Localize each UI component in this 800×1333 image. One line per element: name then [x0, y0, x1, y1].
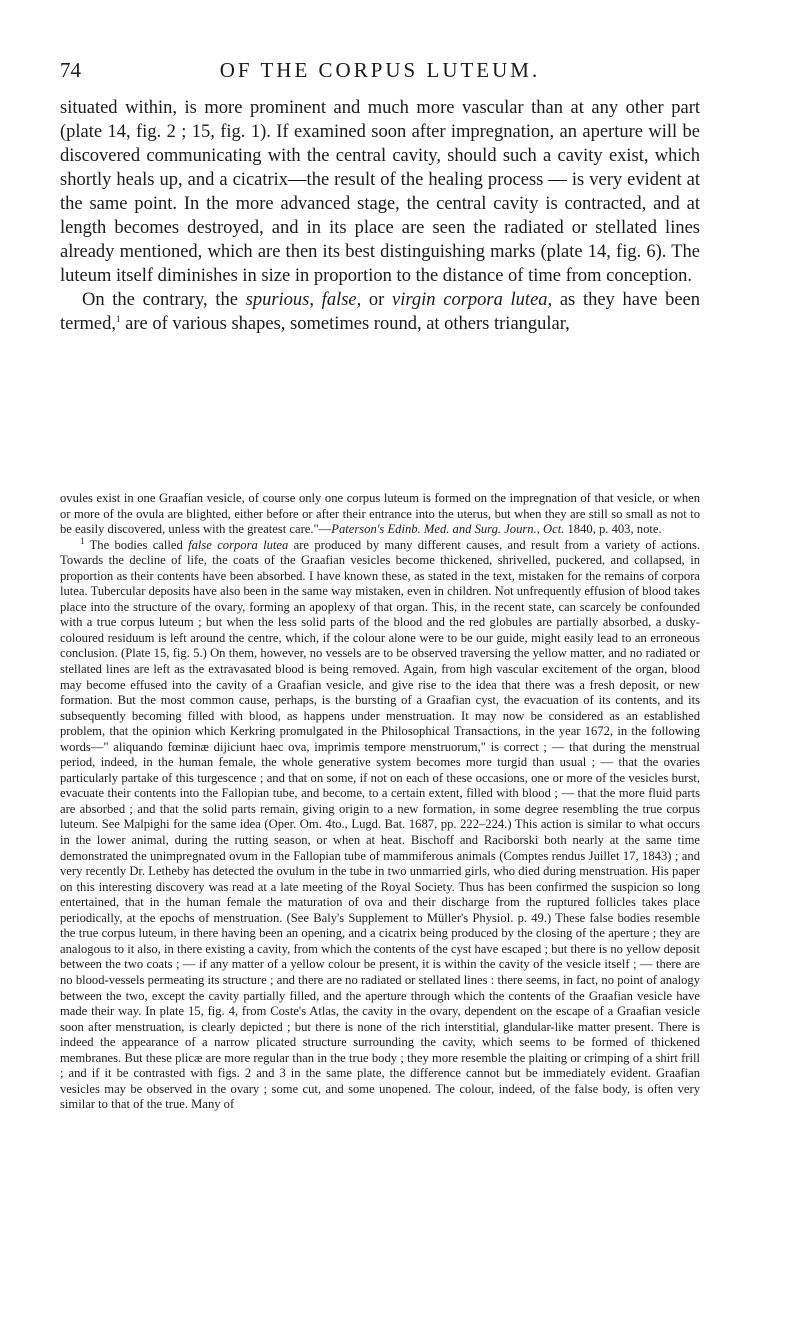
footnote-citation: Paterson's Edinb. Med. and Surg. Journ., Oct.	[331, 522, 565, 537]
footnote-continuation	[60, 491, 700, 538]
footnote-1-marker: 1	[80, 535, 85, 546]
footnote-reference: 1	[116, 313, 121, 324]
footnote-1	[60, 535, 701, 1113]
paragraph-2	[60, 288, 700, 336]
paragraph-2-emphasis-2: virgin corpora lutea,	[392, 290, 553, 310]
footnote-continuation-end: 1840, p. 403, note.	[564, 522, 662, 537]
running-head: OF THE CORPUS LUTEUM.	[219, 58, 541, 82]
paragraph-1: situated within, is more prominent and much more vascular than at any other part (plate 14, fig. 2 ; 15, fig. 1). If examined soon after impregnation, an aperture will be discovered communicating with the central cavity, should such a cavity exist, which shortly heals up, and a cicatrix—the result of the healing process — is very evident at the same point. In the more advanced stage, the central cavity is contracted, and at length becomes destroyed, and in its place are seen the radiated or stellated lines already mentioned, which are then its best distinguishing marks (plate 14, fig. 6). The luteum itself diminishes in size in proportion to the distance of time from conception.	[60, 98, 700, 286]
footnote-1-text-b: are produced by many different causes, and result from a variety of actions. Towards the decline of life, the coats of the Graafian vesicles become thickened, shrivelled, puckered, and collapsed, in proportion as their contents have been absorbed. I have known these, as stated in the text, mistaken for the remains of corpora lutea. Tubercular deposits have also been in the same way mistaken, even in children. Not unfrequently effusion of blood takes place into the structure of the ovary, forming an apoplexy of that organ. This, in the recent state, can scarcely be confounded with a true corpus luteum ; but when the less solid parts of the blood and the red globules are partially absorbed, a dusky-coloured residuum is left around the centre, which, if the colour alone were to be our guide, might easily lead to an erroneous conclusion. (Plate 15, fig. 5.) On them, however, no vessels are to be observed traversing the yellow matter, and no radiated or stellated lines are left as the extravasated blood is being removed. Again, from high vascular excitement of the organ, blood may become effused into the cavity of a Graafian vesicle, and give rise to the idea that there was a fresh deposit, or new formation. But the most common cause, perhaps, is the bursting of a Graafian cyst, the evacuation of its contents, and its subsequently becoming filled with blood, as happens under menstruation. It may now be considered as an established problem, that the opinion which Kerkring promulgated in the Philosophical Transactions, in the year 1672, in the following words—" aliquando fœminæ dijiciunt haec ova, imprimis tempore menstruorum," is correct ; — that during the menstrual period, indeed, in the human female, the whole generative system becomes more turgid than usual ; — that the ovaries particularly partake of this turgescence ; and that on some, if not on each of these occasions, one or more of the vesicles burst, evacuate their contents into the Fallopian tube, and become, to a certain extent, filled with blood ; — that the more fluid parts are absorbed ; and that the solid parts remain, giving origin to a new formation, in some degree resembling the true corpus luteum. See Malpighi for the same idea (Oper. Om. 4to., Lugd. Bat. 1687, pp. 222–224.) This action is similar to what occurs in the lower animal, during the rutting season, or when at heat. Bischoff and Raciborski both nearly at the same time demonstrated the unimpregnated ovum in the Fallopian tube of mammiferous animals (Comptes rendus Juillet 17, 1843) ; and very recently Dr. Letheby has detected the ovulum in the tube in two unmarried girls, who died during menstruation. His paper on this interesting discovery was read at a late meeting of the Royal Society. Thus has been confirmed the suspicion so long entertained, that in the human female the maturation of ova and their discharge from the ruptured follicles takes place periodically, at the epochs of menstruation. (See Baly's Supplement to Müller's Physiol. p. 49.) These false bodies resemble the true corpus luteum, in there having been an opening, and a cicatrix being produced by the closing of the aperture ; they are analogous to it also, in there existing a cavity, from which the contents of the cyst have escaped ; but there is no yellow deposit between the two coats ; — if any matter of a yellow colour be present, it is within the cavity of the vesicle itself ; — there are no blood-vessels permeating its structure ; and there are no radiated or stellated lines : there seems, in fact, no point of analogy between the two, except the cavity partially filled, and the aperture through which the contents of the Graafian vesicle have made their way. In plate 15, fig. 4, from Coste's Atlas, the cavity in the ovary, dependent on the escape of a Graafian vesicle soon after menstruation, is clearly depicted ; but there is none of the rich interstitial, glandular-like matter present. There is indeed the appearance of a narrow plicated structure surrounding the cavity, which seems to be formed of thickened membranes. But these plicæ are more regular than in the true body ; they more resemble the plaiting or crimping of a shirt frill ; and if it be contrasted with figs. 2 and 3 in the same plate, the difference cannot but be immediately evident. Graafian vesicles may be observed in the ovary ; some cut, and some unopened. The colour, indeed, of the false body, is often very similar to that of the true. Many of	[60, 537, 701, 1112]
paragraph-2-text-d: are of various shapes, sometimes round, at others triangular,	[120, 314, 570, 334]
paragraph-2-emphasis-1: spurious, false,	[245, 290, 362, 310]
main-text	[60, 96, 700, 336]
paragraph-2-text-b: or	[361, 290, 393, 310]
paragraph-2-text-a: On the contrary, the	[82, 290, 246, 310]
footnotes	[60, 491, 700, 1113]
footnote-1-emphasis: false corpora lutea	[188, 537, 289, 552]
page-number: 74	[60, 58, 81, 82]
paragraph-2-text-c: as they have been termed,	[60, 290, 701, 334]
footnote-1-text-a: The bodies called	[84, 537, 189, 552]
page-header	[60, 58, 700, 88]
footnote-continuation-text: ovules exist in one Graafian vesicle, of course only one corpus luteum is formed on the impregnation of that vesicle, or when or more of the ovula are blighted, either before or after their entrance into the uterus, but when they are still so small as not to be easily discovered, unless with the greatest care."—	[60, 491, 700, 537]
